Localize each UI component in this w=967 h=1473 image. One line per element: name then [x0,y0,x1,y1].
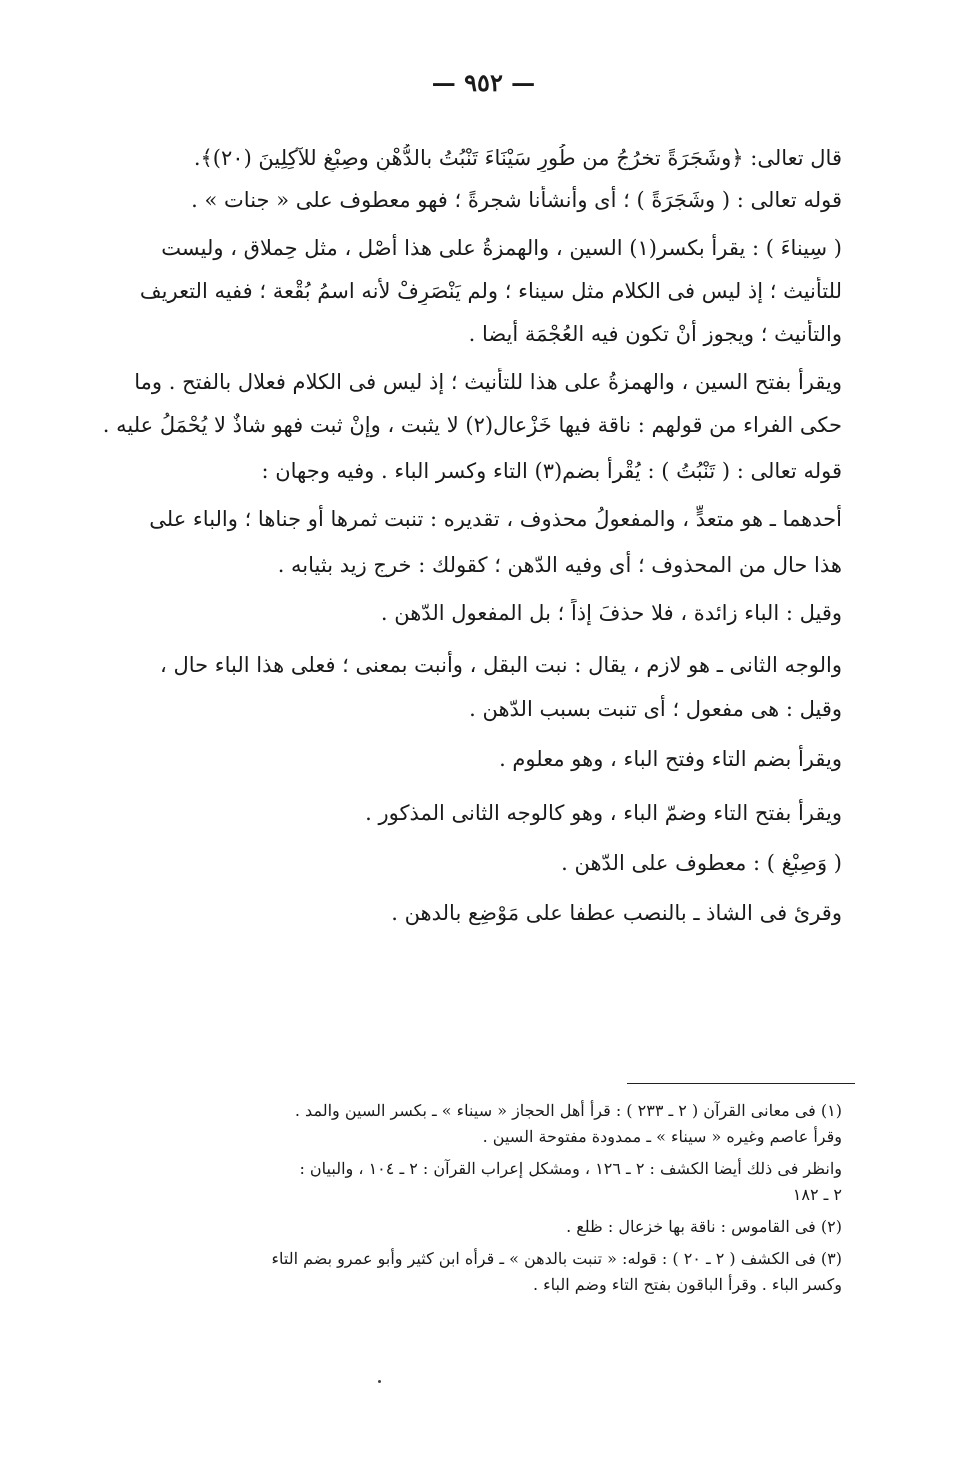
text-line: للتأنيث ؛ إذ ليس فى الكلام مثل سيناء ؛ ولم يَنْصَرِفْ لأنه اسمُ بُقْعة ؛ ففيه التعريف [139,279,842,303]
text-line: ويقرأ بفتح السين ، والهمزةُ على هذا للتأنيث ؛ إذ ليس فى الكلام فعلال بالفتح . وما [134,370,842,394]
text-line: قوله تعالى : ( وشَجَرَةً ) ؛ أى وأنشأنا شجرةً ؛ فهو معطوف على « جنات » . [191,188,842,212]
text-line: وقرئ فى الشاذ ـ بالنصب عطفا على مَوْضِع بالدهن . [391,901,842,925]
text-line: ( وَصِبْغٍ ) : معطوف على الدّهن . [561,851,842,875]
text-line: وقيل : الباء زائدة ، فلا حذفَ إذاً ؛ بل المفعول الدّهن . [380,601,842,625]
text-line: ويقرأ بفتح التاء وضمّ الباء ، وهو كالوجه الثانى المذكور . [365,801,842,825]
footnote-line: (٢) فى القاموس : ناقة بها خزعال : ظلع . [566,1217,842,1236]
footnote-line: (٣) فى الكشف ( ٢ ـ ٢٠ ) : قوله: « تنبت بالدهن » ـ قرأه ابن كثير وأبو عمرو بضم التاء [271,1249,842,1268]
text-line: حكى الفراء من قولهم : ناقة فيها خَزْعال(٢) لا يثبت ، وإنْ ثبت فهو شاذٌ لا يُحْمَلُ عليه . [102,413,842,437]
text-line: والوجه الثانى ـ هو لازم ، يقال : نبت البقل ، وأنبت بمعنى ؛ فعلى هذا الباء حال ، [159,653,842,677]
footnote-line: ٢ ـ ١٨٢ [792,1185,842,1204]
text-line: والتأنيث ؛ ويجوز أنْ تكون فيه العُجْمَة أيضا . [468,322,842,346]
print-speck [378,1380,381,1383]
text-line: قوله تعالى : ( تَنْبُتُ ) : يُقْرأُ بضم(٣) التاء وكسر الباء . وفيه وجهان : [261,459,842,483]
footnote-divider [627,1083,855,1084]
text-line: أحدهما ـ هو متعدٍّ ، والمفعولُ محذوف ، تقديره : تنبت ثمرها أو جناها ؛ والباء على [149,507,842,531]
footnote-line: (١) فى معانى القرآن ( ٢ ـ ٢٣٣ ) : قرأ أهل الحجاز « سيناء » ـ بكسر السين والمد . [294,1101,842,1120]
text-line: ويقرأ بضم التاء وفتح الباء ، وهو معلوم . [499,747,842,771]
footnote-line: وقرأ عاصم وغيره « سيناء » ـ ممدودة مفتوحة السين . [482,1127,842,1146]
body-text [62,130,842,927]
text-line: هذا حال من المحذوف ؛ أى وفيه الدّهن ؛ كقولك : خرج زيد بثيابه . [277,553,842,577]
text-line: وقيل : هى مفعول ؛ أى تنبت بسبب الدّهن . [469,697,842,721]
footnotes [62,1098,842,1298]
footnote-line: وانظر فى ذلك أيضا الكشف : ٢ ـ ١٢٦ ، ومشكل إعراب القرآن : ٢ ـ ١٠٤ ، والبيان : [299,1159,842,1178]
footnote-line: وكسر الباء . وقرأ الباقون بفتح التاء وضم الباء . [532,1275,842,1294]
verse-line: قال تعالى: ﴿وشَجَرَةً تخرُجُ من طُورِ سَيْنَاءَ تَنْبُتُ بالدُّهْنِ وصِبْغٍ للآكِلِينَ (٢٠)﴾. [193,146,842,170]
page-number: — ٩٥٢ — [431,68,536,97]
text-line: ( سِيناءَ ) : يقرأ بكسر(١) السين ، والهمزةُ على هذا أصْل ، مثل حِملاق ، وليست [161,236,842,260]
